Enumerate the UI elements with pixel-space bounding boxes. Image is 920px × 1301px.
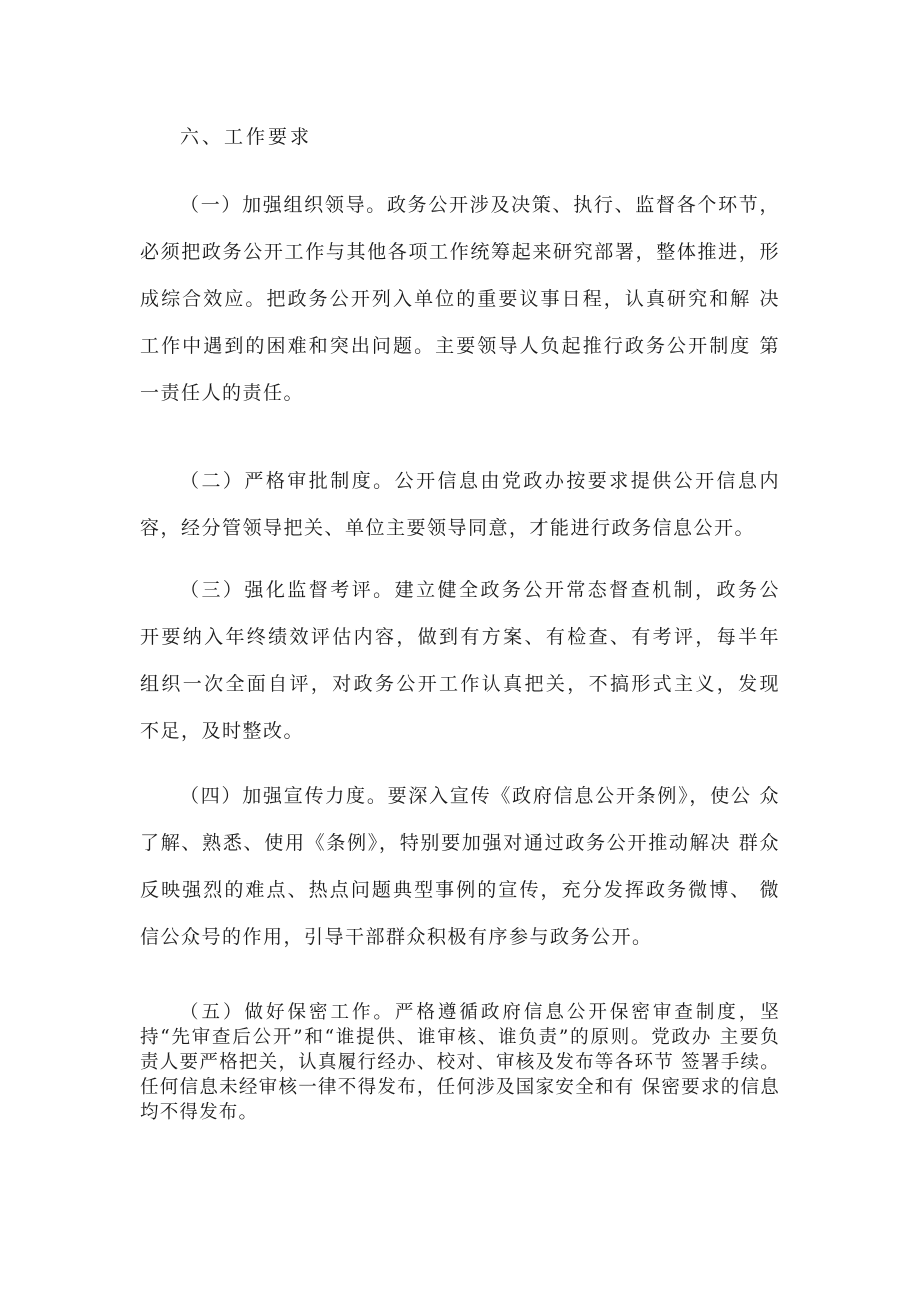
paragraph-approval-system: （二）严格审批制度。公开信息由党政办按要求提供公开信息内 容，经分管领导把关、单位主要领导同意，才能进行政务信息公开。 (140, 470, 780, 539)
paragraph-organization-leadership: （一）加强组织领导。政务公开涉及决策、执行、监督各个环节，必须把政务公开工作与其他各项工作统筹起来研究部署，整体推进，形成综合效应。把政务公开列入单位的重要议事日程，认真研究和解 决工作中遇到的困难和突出问题。主要领导人负起推行政务公开制度 第一责任人的责任。 (140, 194, 780, 404)
paragraph-confidentiality: （五）做好保密工作。严格遵循政府信息公开保密审查制度，坚 持“先审查后公开”和“谁提供、谁审核、谁负责”的原则。党政办 主要负责人要严格把关，认真履行经办、校对、审核及发布等各环节 签署手续。任何信息未经审核一律不得发布，任何涉及国家安全和有 保密要求的信息均不得发布。 (140, 1002, 780, 1123)
paragraph-publicity: （四）加强宣传力度。要深入宣传《政府信息公开条例》，使公 众了解、熟悉、使用《条例》，特别要加强对通过政务公开推动解决 群众反映强烈的难点、热点问题典型事例的宣传，充分发挥政务微博、 微信公众号的作用，引导干部群众积极有序参与政务公开。 (140, 785, 780, 948)
section-heading: 六、工作要求 (180, 126, 313, 148)
paragraph-supervision-evaluation: （三）强化监督考评。建立健全政务公开常态督查机制，政务公 开要纳入年终绩效评估内容，做到有方案、有检查、有考评，每半年 组织一次全面自评，对政务公开工作认真把关，不搞形式主义，发现 不足，及时整改。 (140, 579, 780, 742)
